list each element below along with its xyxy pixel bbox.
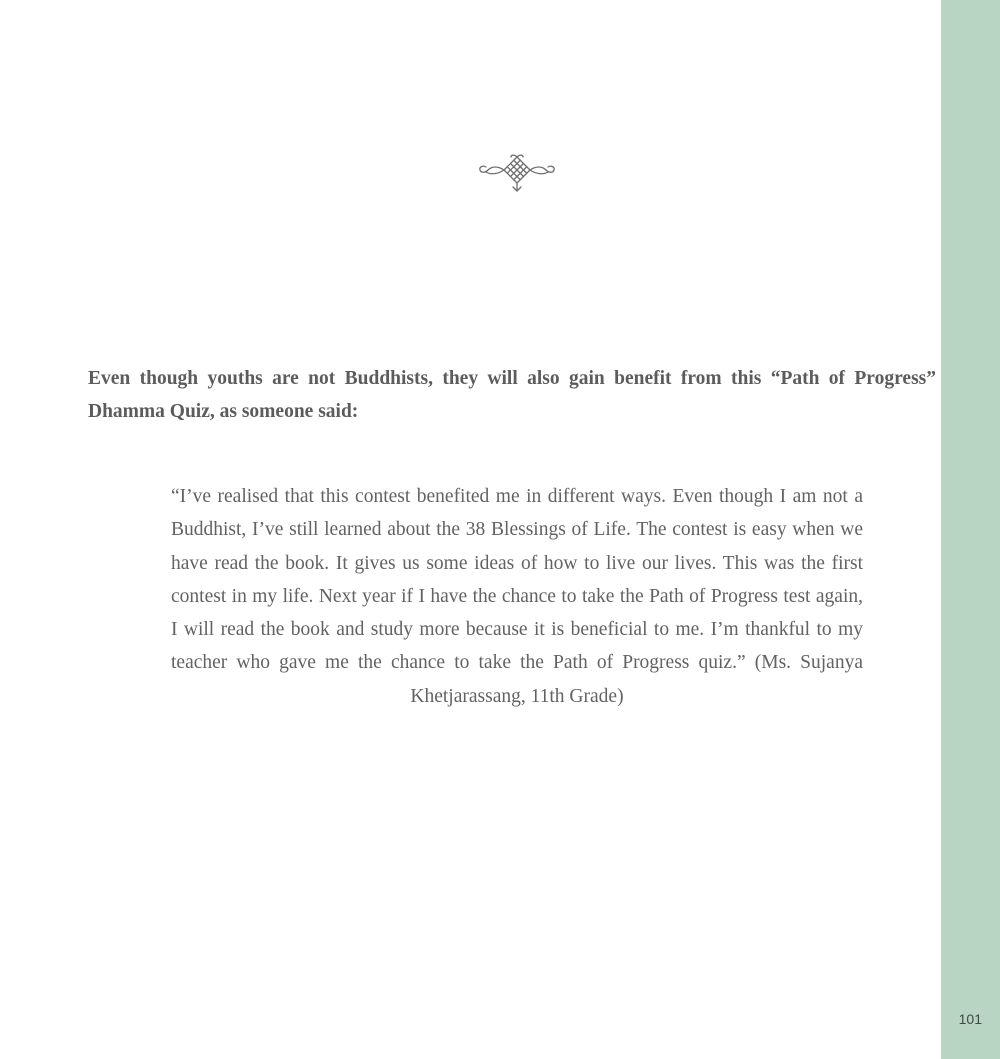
testimonial-quote: “I’ve realised that this contest benefited me in different ways. Even though I am not a Buddhist, I’ve still learned about the 38 Blessings of Life. The contest is easy when we have read the book. It gives us some ideas of how to live our lives. This was the first contest in my life. Next year if I have the chance to take the Path of Progress test again, I will read the book and study more because it is beneficial to me. I’m thankful to my teacher who gave me the chance to take the Path of Progress quiz.” (Ms. Sujanya Khetjarassang, 11th Grade) [171,486,863,707]
intro-paragraph: Even though youths are not Buddhists, they will also gain benefit from this “Path of Progress” Dhamma Quiz, as someone said: [88,368,936,422]
side-color-bar [941,0,1000,1059]
endless-knot-ornament-icon [478,153,556,197]
page-number: 101 [958,1011,982,1027]
